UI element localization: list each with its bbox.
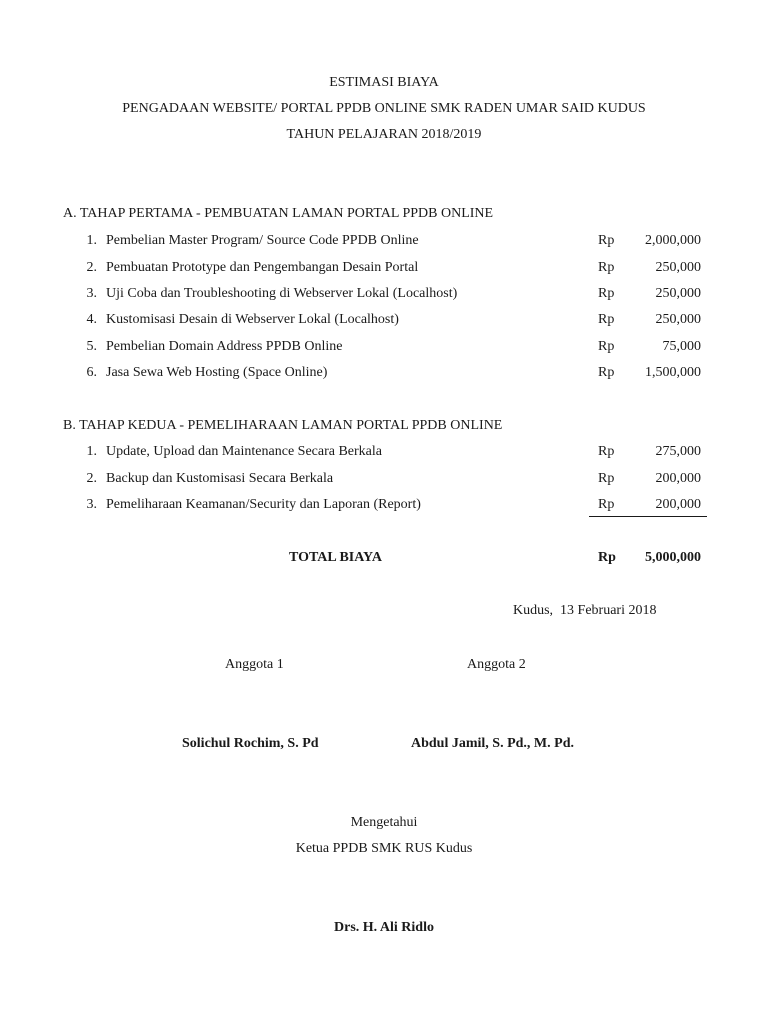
item-amount: 1,500,000	[645, 365, 701, 380]
item-description: Kustomisasi Desain di Webserver Lokal (Localhost)	[106, 312, 399, 327]
chair-name: Drs. H. Ali Ridlo	[334, 920, 434, 935]
item-amount: 250,000	[655, 312, 701, 327]
item-description: Backup dan Kustomisasi Secara Berkala	[106, 471, 334, 486]
total-currency: Rp	[598, 550, 616, 565]
document-period: TAHUN PELAJARAN 2018/2019	[286, 127, 482, 142]
item-number: 4.	[86, 312, 97, 327]
member2-name: Abdul Jamil, S. Pd., M. Pd.	[411, 736, 574, 751]
member1-name: Solichul Rochim, S. Pd	[182, 736, 319, 751]
item-currency: Rp	[598, 260, 615, 275]
item-amount: 75,000	[662, 339, 701, 354]
item-description: Pemeliharaan Keamanan/Security dan Laporan (Report)	[106, 497, 421, 512]
item-number: 1.	[86, 233, 97, 248]
acknowledge-label: Mengetahui	[350, 815, 418, 830]
item-description: Uji Coba dan Troubleshooting di Webserver Lokal (Localhost)	[106, 286, 458, 301]
item-number: 3.	[86, 286, 97, 301]
item-description: Jasa Sewa Web Hosting (Space Online)	[106, 365, 328, 380]
member1-title: Anggota 1	[225, 657, 284, 672]
item-currency: Rp	[598, 312, 615, 327]
item-number: 5.	[86, 339, 97, 354]
item-currency: Rp	[598, 233, 615, 248]
member2-title: Anggota 2	[467, 657, 526, 672]
item-currency: Rp	[598, 286, 615, 301]
item-description: Pembuatan Prototype dan Pengembangan Desain Portal	[106, 260, 419, 275]
item-currency: Rp	[598, 339, 615, 354]
document-title: ESTIMASI BIAYA	[329, 75, 439, 90]
item-currency: Rp	[598, 471, 615, 486]
item-amount: 275,000	[655, 444, 701, 459]
document-subtitle: PENGADAAN WEBSITE/ PORTAL PPDB ONLINE SMK RADEN UMAR SAID KUDUS	[122, 101, 646, 116]
item-amount: 250,000	[655, 260, 701, 275]
item-amount: 200,000	[655, 497, 701, 512]
total-amount: 5,000,000	[645, 550, 701, 565]
place-date: Kudus, 13 Februari 2018	[513, 603, 657, 618]
item-description: Pembelian Master Program/ Source Code PPDB Online	[106, 233, 419, 248]
item-number: 3.	[86, 497, 97, 512]
item-currency: Rp	[598, 365, 615, 380]
item-description: Update, Upload dan Maintenance Secara Berkala	[106, 444, 382, 459]
item-amount: 250,000	[655, 286, 701, 301]
item-currency: Rp	[598, 497, 615, 512]
item-number: 1.	[86, 444, 97, 459]
item-amount: 2,000,000	[645, 233, 701, 248]
sum-divider	[589, 516, 707, 517]
section-b-heading: B. TAHAP KEDUA - PEMELIHARAAN LAMAN PORTAL PPDB ONLINE	[63, 418, 503, 433]
item-currency: Rp	[598, 444, 615, 459]
section-a-heading: A. TAHAP PERTAMA - PEMBUATAN LAMAN PORTAL PPDB ONLINE	[63, 206, 494, 221]
total-label: TOTAL BIAYA	[289, 550, 382, 565]
item-amount: 200,000	[655, 471, 701, 486]
item-number: 2.	[86, 471, 97, 486]
item-description: Pembelian Domain Address PPDB Online	[106, 339, 343, 354]
item-number: 6.	[86, 365, 97, 380]
item-number: 2.	[86, 260, 97, 275]
chair-title: Ketua PPDB SMK RUS Kudus	[295, 841, 473, 856]
